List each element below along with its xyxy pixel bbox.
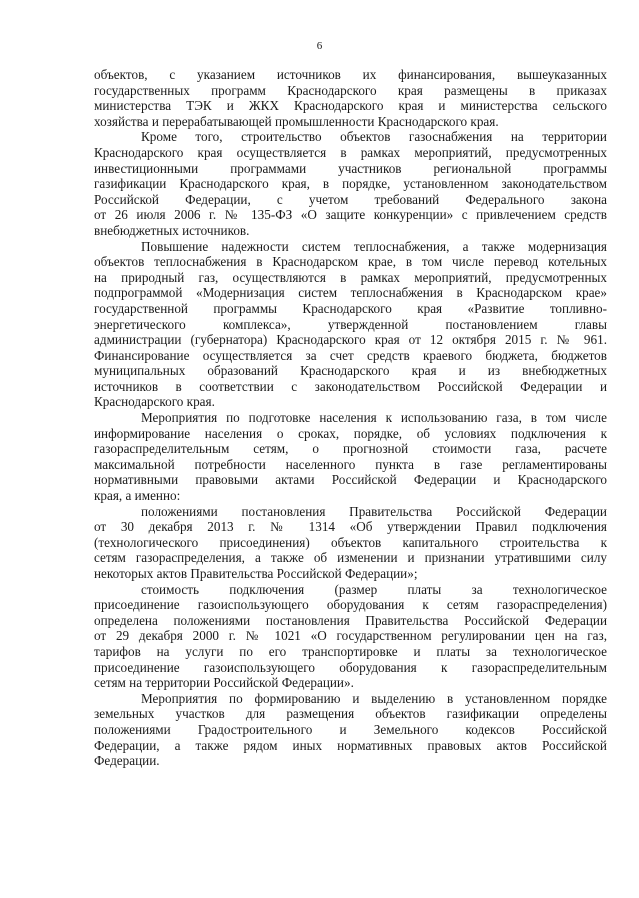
page-number: 6 xyxy=(316,40,323,52)
text-line: Финансирование осуществляется за счет средств краевого бюджета, бюджетов xyxy=(94,347,607,363)
text-line: Краснодарского края. xyxy=(94,394,215,410)
text-line: от 30 декабря 2013 г. № 1314 «Об утверждении Правил подключения xyxy=(94,519,607,535)
text-line: газификации Краснодарского края, в порядке, установленном законодательством xyxy=(94,176,607,192)
text-line: на природный газ, осуществляются в рамках мероприятий, предусмотренных xyxy=(94,269,607,285)
text-line: энергетического комплекса», утвержденной постановлением главы xyxy=(94,316,607,332)
text-line: от 29 декабря 2000 г. № 1021 «О государственном регулировании цен на газ, xyxy=(94,628,607,644)
text-line: хозяйства и перерабатывающей промышленности Краснодарского края. xyxy=(94,113,499,129)
text-line: определена положениями постановления Правительства Российской Федерации xyxy=(94,612,607,628)
text-line: объектов, с указанием источников их финансирования, вышеуказанных xyxy=(94,67,607,82)
text-line: нормативными правовыми актами Российской Федерации и Краснодарского xyxy=(94,472,607,488)
text-line: земельных участков для размещения объектов газификации определены xyxy=(94,706,607,722)
document-body xyxy=(94,67,607,769)
text-line: объектов теплоснабжения в Краснодарском крае, в том числе перевод котельных xyxy=(94,254,607,270)
text-line: положениями постановления Правительства Российской Федерации xyxy=(141,503,607,519)
text-line: стоимость подключения (размер платы за технологическое xyxy=(141,581,607,597)
text-line: положениями Градостроительного и Земельного кодексов Российской xyxy=(94,721,607,737)
text-line: некоторых актов Правительства Российской Федерации»; xyxy=(94,566,418,581)
text-line: (технологического присоединения) объектов капитального строительства к xyxy=(94,534,607,550)
text-line: подпрограммой «Модернизация систем теплоснабжения в Краснодарском крае» xyxy=(94,285,607,301)
text-line: администрации (губернатора) Краснодарского края от 12 октября 2015 г. № 961. xyxy=(94,332,607,348)
text-line: края, а именно: xyxy=(94,488,181,504)
text-line: Мероприятия по формированию и выделению в установленном порядке xyxy=(141,690,607,706)
text-line: источников в соответствии с законодательством Российской Федерации и xyxy=(94,378,607,394)
text-line: муниципальных образований Краснодарского края и из внебюджетных xyxy=(94,363,607,379)
text-line: присоединение газоиспользующего оборудования к сетям газораспределения) xyxy=(94,597,607,613)
text-line: присоединение газоиспользующего оборудования к газораспределительным xyxy=(94,659,607,675)
text-line: информирование населения о сроках, порядке, об условиях подключения к xyxy=(94,425,607,441)
text-line: Российской Федерации, с учетом требований Федерального закона xyxy=(94,191,607,207)
text-line: государственной программы Краснодарского края «Развитие топливно- xyxy=(94,300,607,316)
text-line: инвестиционными программами участников региональной программы xyxy=(94,160,607,176)
text-line: Повышение надежности систем теплоснабжения, а также модернизация xyxy=(141,238,607,254)
text-line: от 26 июля 2006 г. № 135-ФЗ «О защите конкуренции» с привлечением средств xyxy=(94,207,607,223)
text-line: сетям на территории Российской Федерации». xyxy=(94,675,354,691)
text-line: газораспределительным сетям, о прогнозной стоимости газа, расчете xyxy=(94,441,607,457)
text-line: Мероприятия по подготовке населения к использованию газа, в том числе xyxy=(141,410,607,426)
text-line: Краснодарского края осуществляется в рамках мероприятий, предусмотренных xyxy=(94,144,607,160)
text-line: Федерации. xyxy=(94,753,160,769)
text-line: максимальной потребности населенного пункта в газе регламентированы xyxy=(94,456,607,472)
text-line: внебюджетных источников. xyxy=(94,222,250,238)
text-line: Кроме того, строительство объектов газоснабжения на территории xyxy=(141,129,607,145)
text-line: сетям газораспределения, а также об изменении и признании утратившими силу xyxy=(94,550,607,566)
text-line: государственных программ Краснодарского края размещены в приказах xyxy=(94,82,607,98)
text-line: министерства ТЭК и ЖКХ Краснодарского края и министерства сельского xyxy=(94,98,607,114)
text-line: Федерации, а также рядом иных нормативных правовых актов Российской xyxy=(94,737,607,753)
text-line: тарифов на услуги по его транспортировке и платы за технологическое xyxy=(94,643,607,659)
